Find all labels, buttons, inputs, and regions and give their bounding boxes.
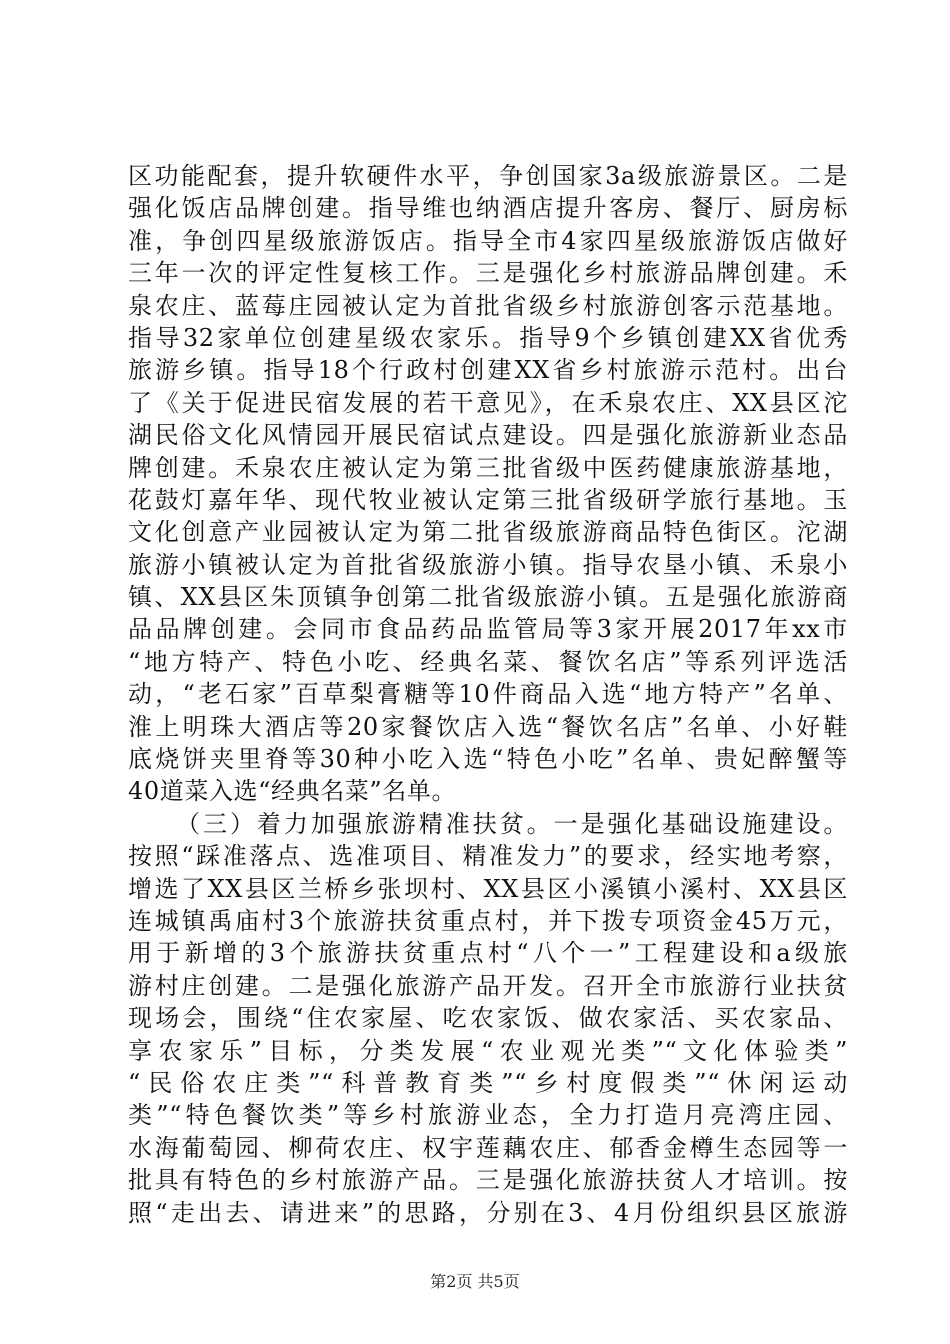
- page-number-footer: 第2页 共5页: [430, 1272, 520, 1291]
- text-line: 照“走出去、请进来”的思路，分别在3、4月份组织县区旅游: [128, 1198, 848, 1227]
- text-line: 动，“老石家”百草梨膏糖等10件商品入选“地方特产”名单、: [128, 680, 848, 709]
- text-line: 享农家乐”目标，分类发展“农业观光类”“文化体验类”: [128, 1036, 848, 1065]
- text-line: 用于新增的3个旅游扶贫重点村“八个一”工程建设和a级旅: [128, 939, 848, 968]
- text-line: “民俗农庄类”“科普教育类”“乡村度假类”“休闲运动: [128, 1068, 848, 1097]
- text-line: 花鼓灯嘉年华、现代牧业被认定第三批省级研学旅行基地。玉: [128, 485, 848, 514]
- body-text: [128, 160, 848, 1229]
- text-line: 批具有特色的乡村旅游产品。三是强化旅游扶贫人才培训。按: [128, 1166, 848, 1195]
- text-line: “地方特产、特色小吃、经典名菜、餐饮名店”等系列评选活: [128, 647, 848, 676]
- text-line: 区功能配套，提升软硬件水平，争创国家3a级旅游景区。二是: [128, 162, 848, 190]
- text-line: 牌创建。禾泉农庄被认定为第三批省级中医药健康旅游基地，: [128, 453, 848, 482]
- text-line: 文化创意产业园被认定为第二批省级旅游商品特色街区。沱湖: [128, 518, 848, 547]
- text-line: 了《关于促进民宿发展的若干意见》，在禾泉农庄、XX县区沱: [128, 388, 848, 417]
- text-line: 三年一次的评定性复核工作。三是强化乡村旅游品牌创建。禾: [128, 259, 848, 288]
- text-line: 旅游小镇被认定为首批省级旅游小镇。指导农垦小镇、禾泉小: [128, 550, 848, 579]
- text-line: 连城镇禹庙村3个旅游扶贫重点村，并下拨专项资金45万元，: [128, 906, 848, 935]
- text-line: 类”“特色餐饮类”等乡村旅游业态，全力打造月亮湾庄园、: [128, 1101, 848, 1130]
- text-line: （三）着力加强旅游精准扶贫。一是强化基础设施建设。: [176, 809, 848, 838]
- text-line: 强化饭店品牌创建。指导维也纳酒店提升客房、餐厅、厨房标: [128, 194, 848, 223]
- text-line: 现场会，围绕“住农家屋、吃农家饭、做农家活、买农家品、: [128, 1004, 848, 1033]
- text-line: 增选了XX县区兰桥乡张坝村、XX县区小溪镇小溪村、XX县区: [128, 874, 848, 903]
- text-line: 品品牌创建。会同市食品药品监管局等3家开展2017年xx市: [128, 615, 848, 644]
- text-line: 水海葡萄园、柳荷农庄、权宇莲藕农庄、郁香金樽生态园等一: [128, 1133, 848, 1162]
- text-line: 泉农庄、蓝莓庄园被认定为首批省级乡村旅游创客示范基地。: [128, 291, 848, 320]
- text-line: 游村庄创建。二是强化旅游产品开发。召开全市旅游行业扶贫: [128, 971, 848, 1000]
- text-line: 底烧饼夹里脊等30种小吃入选“特色小吃”名单、贵妃醉蟹等: [128, 745, 848, 774]
- text-line: 旅游乡镇。指导18个行政村创建XX省乡村旅游示范村。出台: [128, 356, 848, 385]
- text-line: 40道菜入选“经典名菜”名单。: [128, 777, 457, 806]
- text-line: 镇、XX县区朱顶镇争创第二批省级旅游小镇。五是强化旅游商: [128, 583, 848, 612]
- text-line: 湖民俗文化风情园开展民宿试点建设。四是强化旅游新业态品: [128, 421, 848, 450]
- text-line: 淮上明珠大酒店等20家餐饮店入选“餐饮名店”名单、小好鞋: [128, 712, 848, 741]
- text-line: 按照“踩准落点、选准项目、精准发力”的要求，经实地考察，: [128, 842, 848, 871]
- text-line: 指导32家单位创建星级农家乐。指导9个乡镇创建XX省优秀: [128, 323, 848, 352]
- text-line: 准，争创四星级旅游饭店。指导全市4家四星级旅游饭店做好: [128, 226, 848, 255]
